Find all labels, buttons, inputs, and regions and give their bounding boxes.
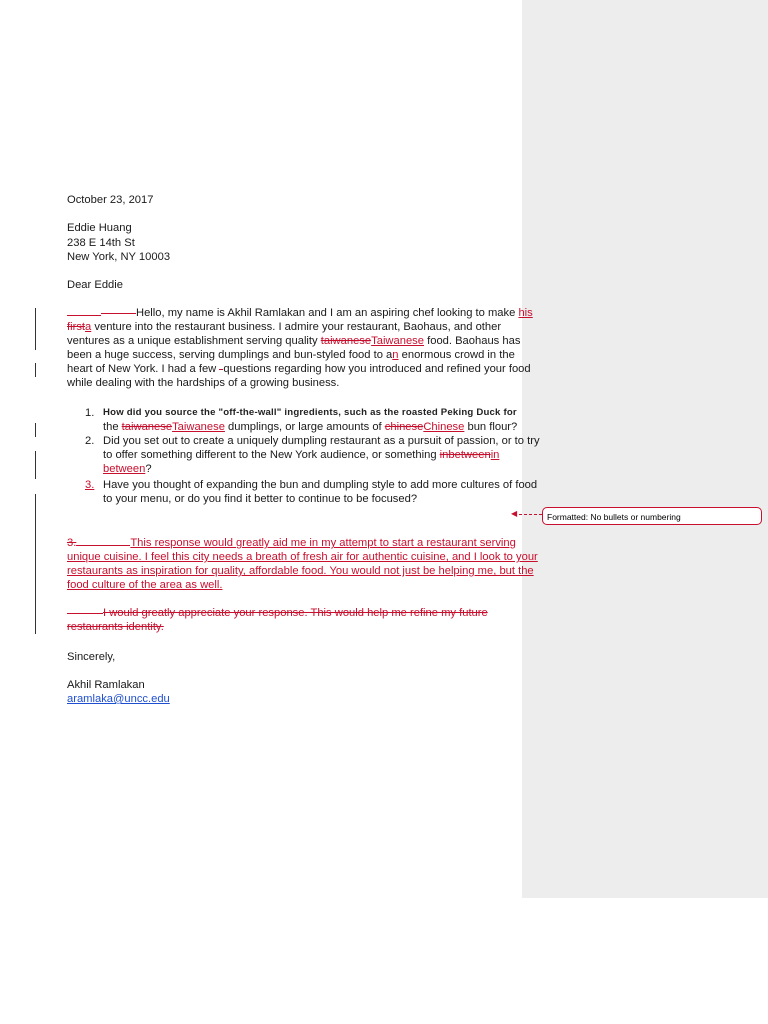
closing: Sincerely, [67, 651, 116, 663]
paragraph-3-line: unique cuisine. I feel this city needs a breath of fresh air for authentic cuisine, and I look to your [67, 551, 538, 563]
change-bar [35, 363, 36, 377]
paragraph-3-line: food culture of the area as well. [67, 579, 223, 591]
question-2-line: to offer something different to the New York audience, or something inbetweenin [103, 449, 500, 461]
paragraph-1-line: Hello, my name is Akhil Ramlakan and I am an aspiring chef looking to make his [67, 306, 533, 320]
salutation: Dear Eddie [67, 279, 123, 291]
paragraph-1-line: firsta venture into the restaurant business. I admire your restaurant, Baohaus, and other [67, 321, 502, 333]
question-2-line: between? [103, 463, 152, 475]
recipient-city: New York, NY 10003 [67, 251, 171, 263]
letter-date: October 23, 2017 [67, 194, 154, 206]
signature-name: Akhil Ramlakan [67, 679, 145, 691]
paragraph-3-line: 3. This response would greatly aid me in my attempt to start a restaurant serving [67, 537, 516, 549]
change-bar [35, 423, 36, 437]
paragraph-1-line: heart of New York. I had a few questions regarding how you introduced and refined your food [67, 363, 531, 375]
list-number: 3. [85, 479, 95, 491]
list-number: 1. [85, 407, 95, 419]
comment-connector [514, 514, 542, 515]
question-2-line: Did you set out to create a uniquely dumpling restaurant as a pursuit of passion, or to try [103, 435, 540, 447]
paragraph-4-line: I would greatly appreciate your response. This would help me refine my future [67, 606, 488, 620]
question-1-line: the taiwaneseTaiwanese dumplings, or large amounts of chineseChinese bun flour? [103, 421, 518, 433]
change-bar [35, 308, 36, 350]
arrow-left-icon: ◀ [511, 509, 518, 518]
recipient-name: Eddie Huang [67, 222, 132, 234]
paragraph-1-line: ventures as a unique establishment serving quality taiwaneseTaiwanese food. Baohaus has [67, 335, 521, 347]
formatting-balloon[interactable]: Formatted: No bullets or numbering [542, 507, 762, 525]
paragraph-3-line: restaurants as inspiration for quality, affordable food. You would not just be helping me, but the [67, 565, 534, 577]
change-bar [35, 494, 36, 634]
email-link[interactable]: aramlaka@uncc.edu [67, 693, 170, 705]
question-3-line: Have you thought of expanding the bun and dumpling style to add more cultures of food [103, 479, 538, 491]
question-1-line: How did you source the "off-the-wall" ingredients, such as the roasted Peking Duck for [103, 407, 517, 418]
markup-pane [522, 0, 768, 898]
change-bar [35, 451, 36, 479]
list-number: 2. [85, 435, 95, 447]
paragraph-1-line: been a huge success, serving dumplings and bun-styled food to an enormous crowd in the [67, 349, 515, 361]
question-3-line: to your menu, or do you find it better to continue to be focused? [103, 493, 418, 505]
paragraph-4-line: restaurants identity. [67, 621, 164, 633]
paragraph-1-line: while dealing with the hardships of a growing business. [67, 377, 340, 389]
recipient-street: 238 E 14th St [67, 237, 135, 249]
